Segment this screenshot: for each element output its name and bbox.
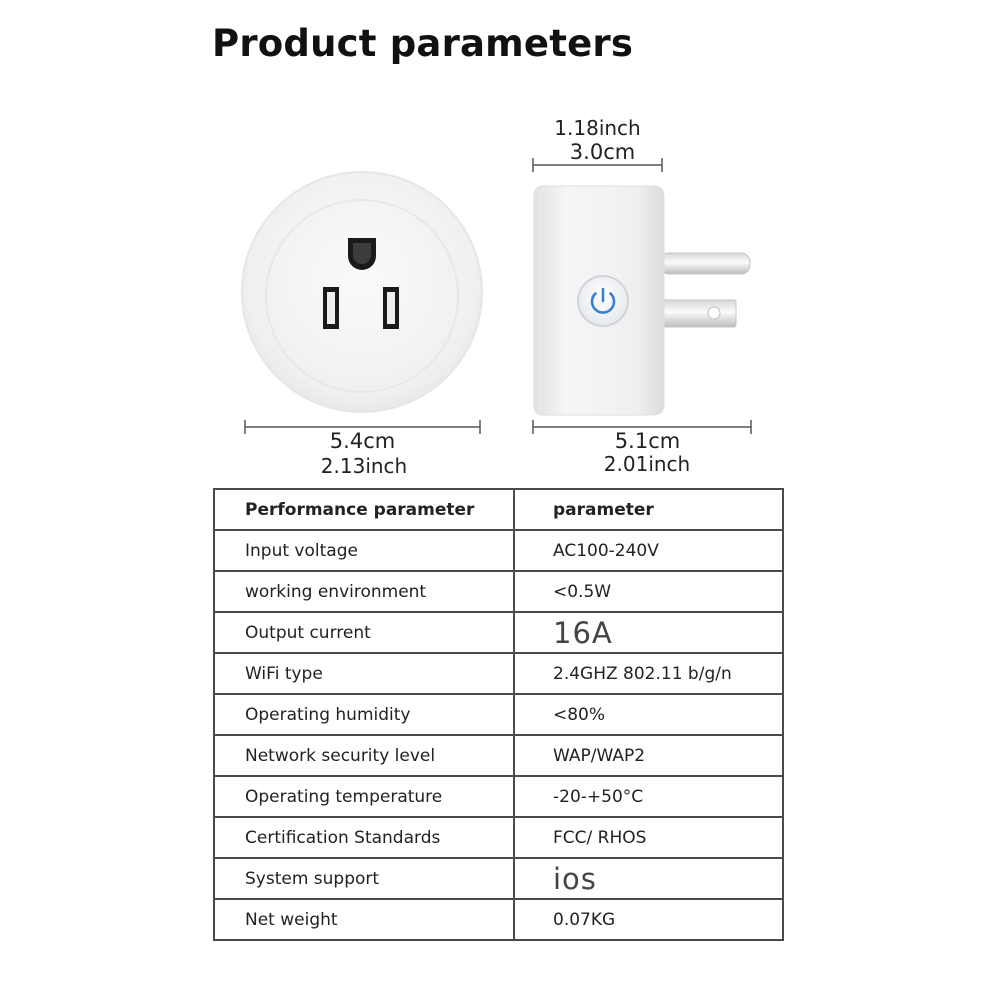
product-illustration — [0, 0, 1000, 480]
row-label: Operating temperature — [214, 776, 514, 817]
row-label: Operating humidity — [214, 694, 514, 735]
row-label: WiFi type — [214, 653, 514, 694]
row-label: Net weight — [214, 899, 514, 940]
row-value: 2.4GHZ 802.11 b/g/n — [514, 653, 783, 694]
table-row — [214, 735, 783, 776]
table-row — [214, 858, 783, 899]
flat-pin — [660, 300, 736, 327]
header-value: parameter — [514, 489, 783, 530]
header-label: Performance parameter — [214, 489, 514, 530]
table-row — [214, 612, 783, 653]
row-label: Output current — [214, 612, 514, 653]
row-label: Certification Standards — [214, 817, 514, 858]
table-row — [214, 899, 783, 940]
dim-top-cm: 3.0cm — [569, 140, 636, 164]
row-value: ios — [514, 858, 783, 899]
row-value: 0.07KG — [514, 899, 783, 940]
row-label: System support — [214, 858, 514, 899]
row-value: FCC/ RHOS — [514, 817, 783, 858]
ground-pin — [660, 253, 750, 274]
row-label: working environment — [214, 571, 514, 612]
parameters-table — [213, 488, 784, 941]
table-row — [214, 653, 783, 694]
row-value: AC100-240V — [514, 530, 783, 571]
table-row — [214, 776, 783, 817]
row-value: 16A — [514, 612, 783, 653]
page-title: Product parameters — [212, 22, 634, 65]
table-row — [214, 694, 783, 735]
row-value: <0.5W — [514, 571, 783, 612]
table-row — [214, 817, 783, 858]
table-header-row — [214, 489, 783, 530]
plug-front-view — [241, 171, 483, 413]
row-value: WAP/WAP2 — [514, 735, 783, 776]
table-row — [214, 571, 783, 612]
dim-front-inch: 2.13inch — [320, 454, 408, 478]
table-row — [214, 530, 783, 571]
dim-top-inch: 1.18inch — [554, 116, 641, 140]
dim-front-cm: 5.4cm — [329, 429, 396, 453]
row-value: <80% — [514, 694, 783, 735]
row-label: Network security level — [214, 735, 514, 776]
dim-side-cm: 5.1cm — [614, 429, 681, 453]
row-label: Input voltage — [214, 530, 514, 571]
row-value: -20-+50°C — [514, 776, 783, 817]
plug-side-view — [534, 186, 750, 415]
dim-side-inch: 2.01inch — [603, 452, 691, 476]
